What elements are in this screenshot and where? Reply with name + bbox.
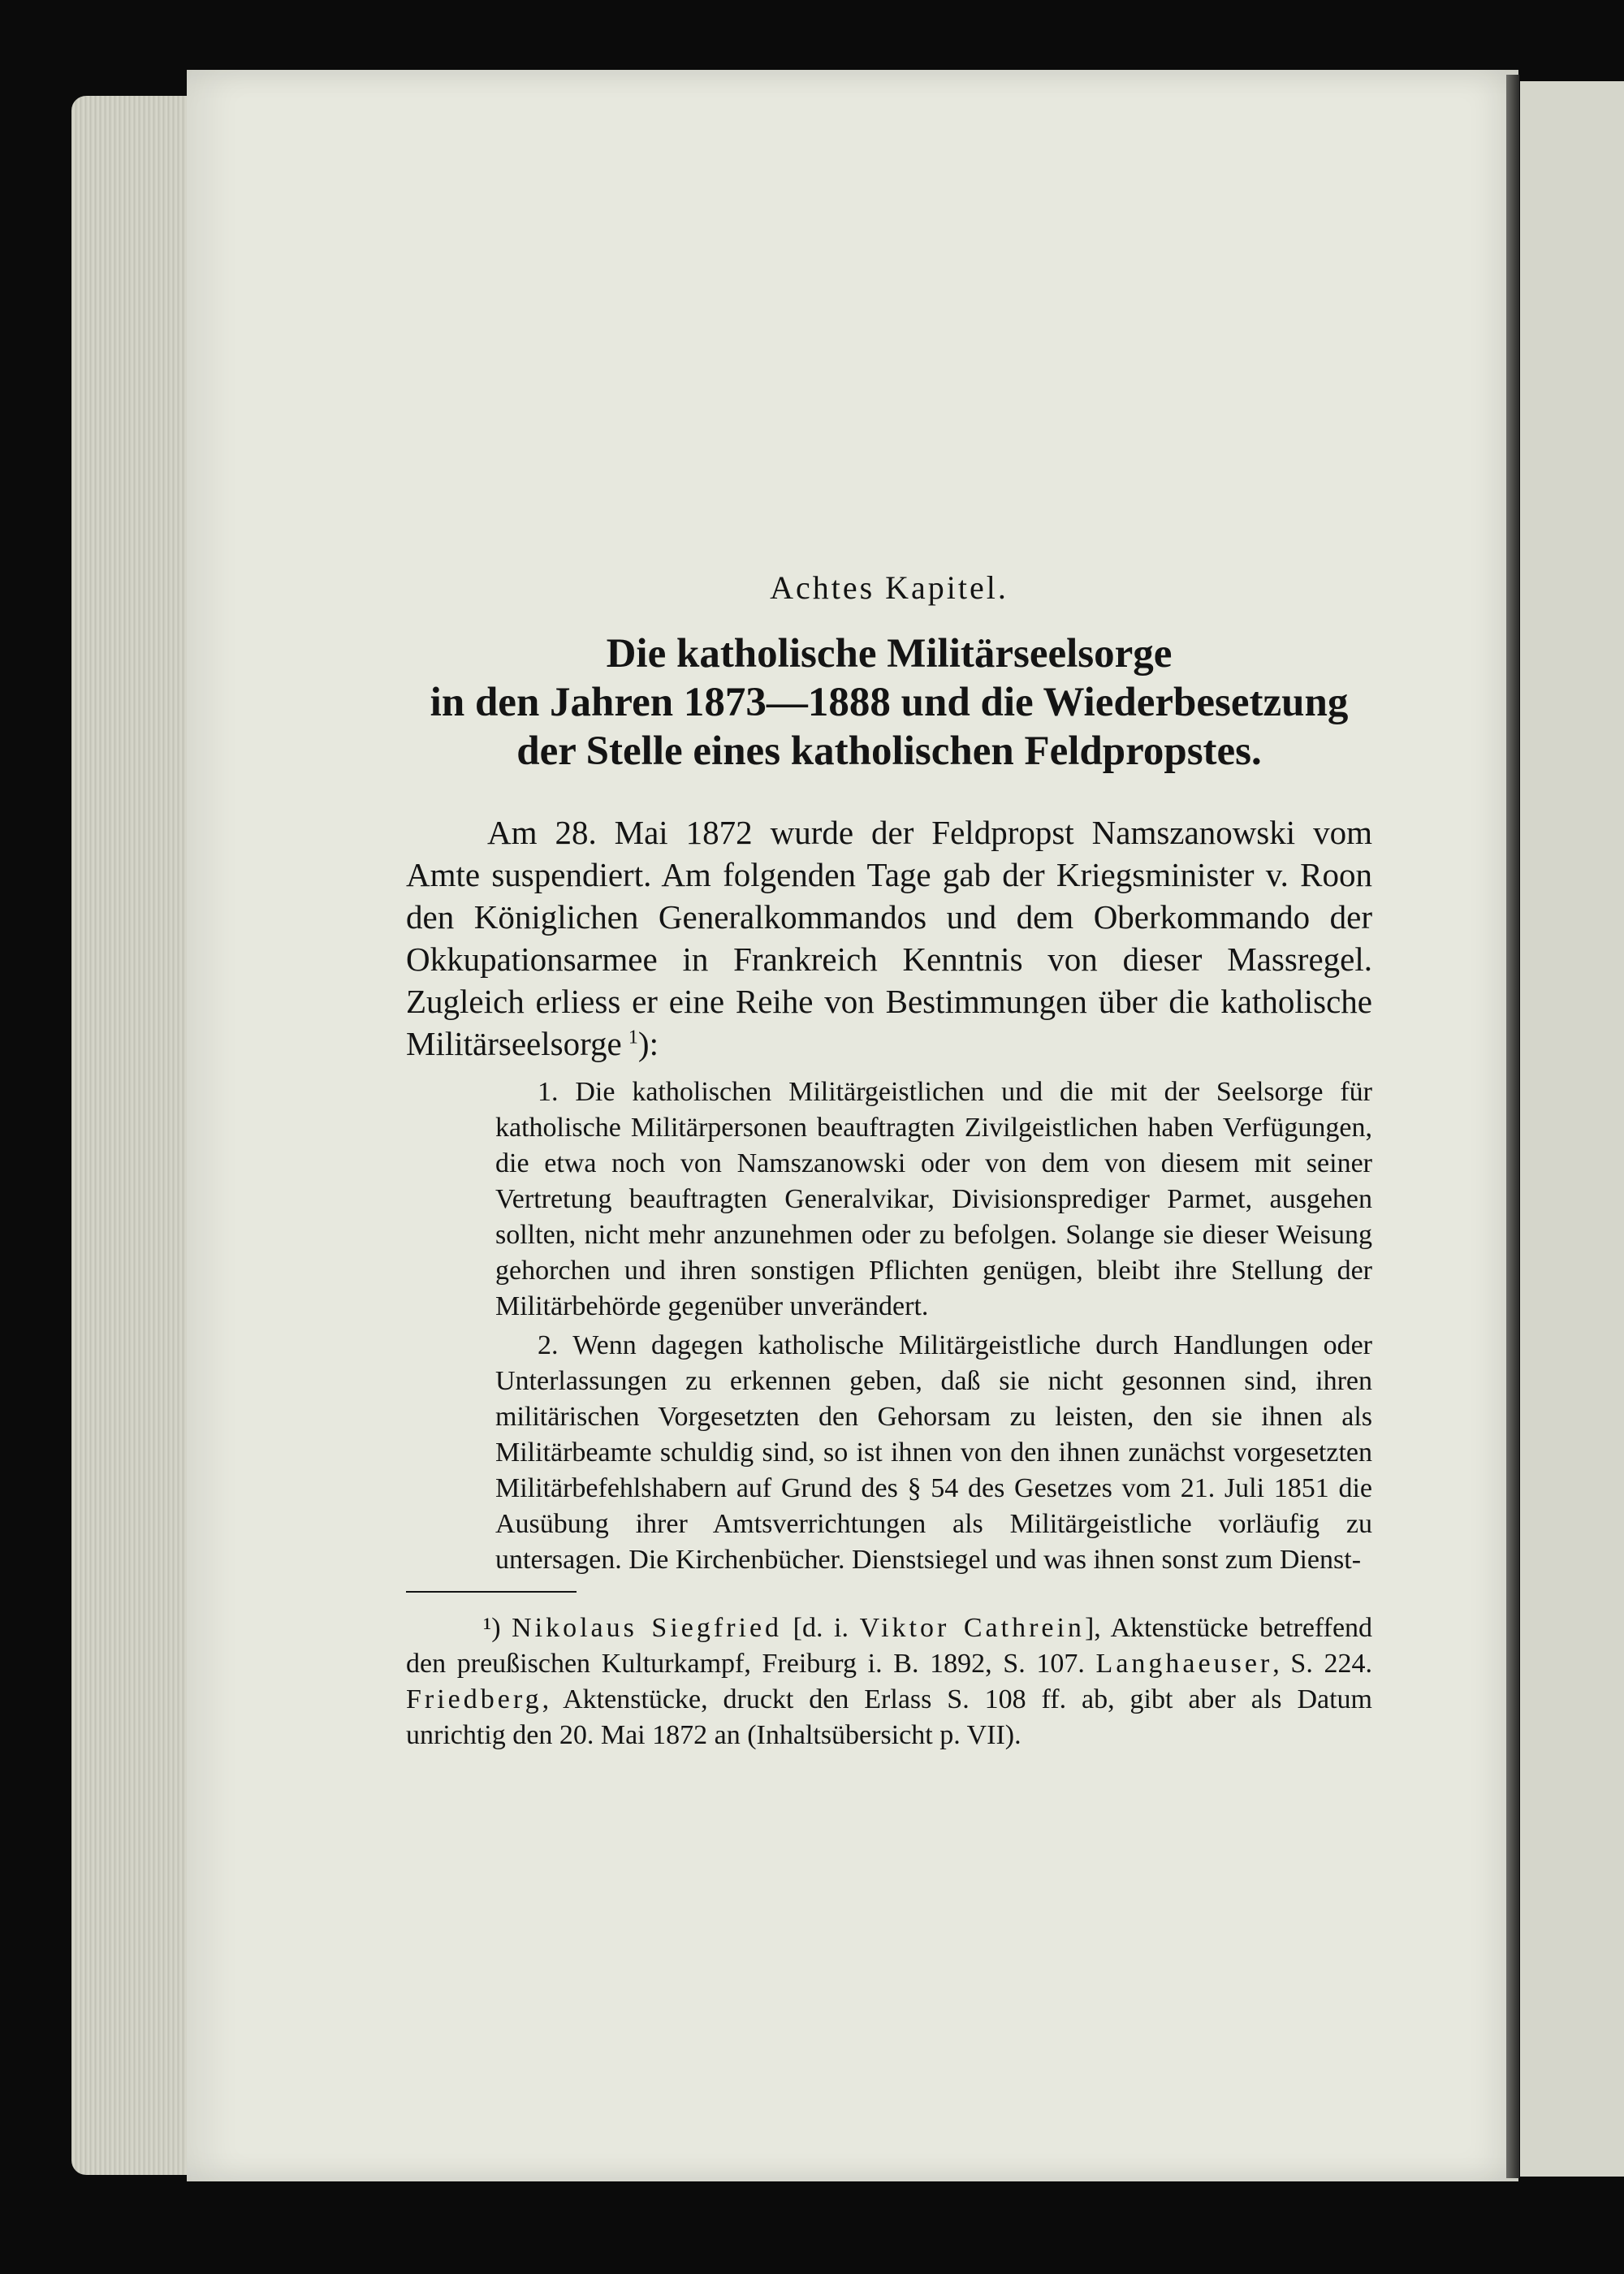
footnote-author: Viktor Cathrein (859, 1613, 1085, 1643)
intro-text: Am 28. Mai 1872 wurde der Feldpropst Namszanowski vom Amte suspendiert. Am folgenden Tage gab der Kriegsminister v. Roon den Königlichen Generalkommandos und dem Oberkommando der Okkupationsarmee in Frankreich Kenntnis von dieser Massregel. Zugleich erliess er eine Reihe von Bestimmungen über die katholische Militärseelsorge (406, 814, 1372, 1062)
chapter-title-line: der Stelle eines katholischen Feldpropstes. (516, 728, 1262, 774)
footnote-divider (406, 1591, 577, 1593)
book-gutter (1506, 75, 1519, 2178)
footnote-author: Friedberg (406, 1684, 542, 1714)
footnote-reference: 1 (628, 1027, 638, 1048)
footnote (406, 1610, 1372, 1753)
chapter-title-line: Die katholische Militärseelsorge (606, 631, 1173, 677)
footnote-author: Nikolaus Siegfried (512, 1613, 783, 1643)
footnote-text: , Aktenstücke, druckt den Erlass S. 108 ff. ab, gibt aber als Datum unrichtig den 20. Mai 1872 an (Inhaltsübersicht p. VII). (406, 1684, 1372, 1750)
facing-page (1520, 81, 1624, 2177)
footnote-text: ], Aktenstücke betreffend den preußischen Kulturkampf, Freiburg i. B. 1892, S. 107. (406, 1613, 1373, 1679)
chapter-label: Achtes Kapitel. (770, 569, 1009, 606)
intro-paragraph: Am 28. Mai 1872 wurde der Feldpropst Namszanowski vom Amte suspendiert. Am folgenden Tage gab der Kriegsminister v. Roon den Königlichen Generalkommandos und dem Oberkommando der Okkupationsarmee in Frankreich Kenntnis von dieser Massregel. Zugleich erliess er eine Reihe von Bestimmungen über die katholische Militärseelsorge $^1$): (406, 814, 1372, 1062)
chapter-title-line: in den Jahren 1873—1888 und die Wiederbesetzung (430, 680, 1349, 725)
intro-end: : (649, 1025, 659, 1062)
footnote-text: , S. 224. (1272, 1649, 1372, 1679)
footnote-mark: ¹) (483, 1613, 501, 1643)
footnote-author: Langhaeuser (1095, 1649, 1273, 1679)
chapter-title (406, 629, 1372, 776)
footnote-text: [d. i. (793, 1613, 849, 1643)
regulation-item-1: 1. Die katholischen Militärgeistlichen und die mit der Seelsorge für katholische Militärpersonen beauftragten Zivilgeistlichen haben Verfügungen, die etwa noch von Namszanowski oder von dem von diesem mit seiner Vertretung beauftragten Generalvikar, Divisionsprediger Parmet, ausgehen sollten, nicht mehr anzunehmen oder zu befolgen. Solange sie dieser Weisung gehorchen und ihren sonstigen Pflichten genügen, bleibt ihre Stellung der Militärbehörde gegenüber unverändert. (495, 1077, 1372, 1321)
regulation-item-2: 2. Wenn dagegen katholische Militärgeistliche durch Handlungen oder Unterlassungen zu erkennen geben, daß sie nicht gesonnen sind, ihren militärischen Vorgesetzten den Gehorsam zu leisten, den sie ihnen als Militärbeamte schuldig sind, so ist ihnen von den ihnen zunächst vorgesetzten Militärbefehlshabern auf Grund des § 54 des Gesetzes vom 21. Juli 1851 die Ausübung ihrer Amtsverrichtungen als Militärgeistliche vorläufig zu untersagen. Die Kirchenbücher. Dienstsiegel und was ihnen sonst zum Dienst- (495, 1330, 1372, 1575)
page-content (406, 568, 1372, 1753)
